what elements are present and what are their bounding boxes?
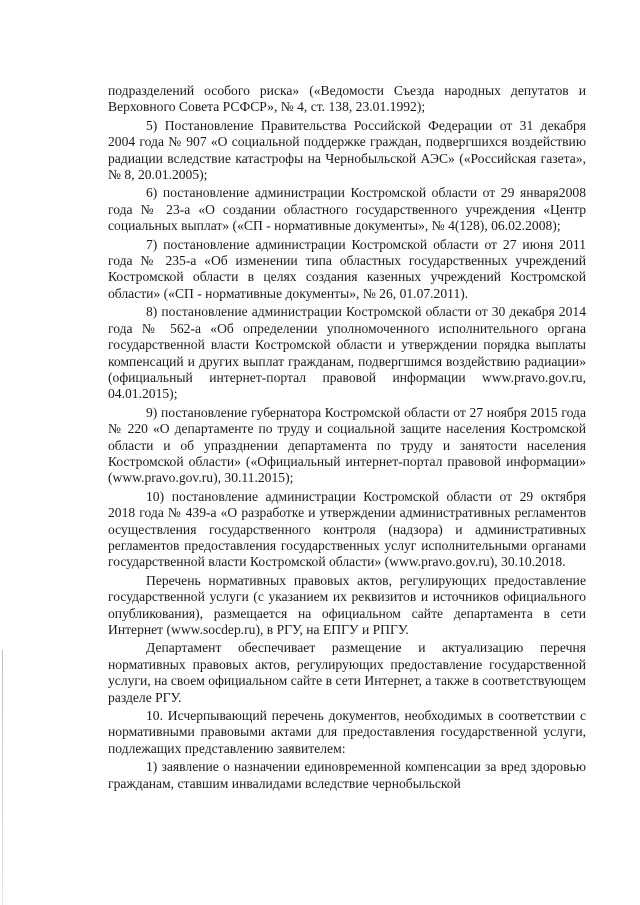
- paragraph-item-8: 8) постановление администрации Костромской области от 30 декабря 2014 года № 562-а «Об определении уполномоченного исполнительного органа государственной власти Костромской области и утверждении порядка выплаты компенсаций и других выплат гражданам, подвергшимся воздействию радиации» (официальный интернет-портал правовой информации www.pravo.gov.ru, 04.01.2015);: [108, 304, 586, 402]
- paragraph-item-5: 5) Постановление Правительства Российской Федерации от 31 декабря 2004 года № 907 «О социальной поддержке граждан, подвергшихся воздействию радиации вследствие катастрофы на Чернобыльской АЭС» («Российская газета», № 8, 20.01.2005);: [108, 117, 586, 183]
- paragraph-item-9: 9) постановление губернатора Костромской области от 27 ноября 2015 года № 220 «О департаменте по труду и социальной защите населения Костромской области и об упразднении департамента по труду и занятости населения Костромской области» («Официальный интернет-портал правовой информации» (www.pravo.gov.ru), 30.11.2015);: [108, 404, 586, 486]
- paragraph-continuation: подразделений особого риска» («Ведомости Съезда народных депутатов и Верховного Совета РСФСР», № 4, ст. 138, 23.01.1992);: [108, 83, 586, 115]
- paragraph-section-10: 10. Исчерпывающий перечень документов, необходимых в соответствии с нормативными правовыми актами для предоставления государственной услуги, подлежащих представлению заявителем:: [108, 708, 586, 756]
- paragraph-item-10: 10) постановление администрации Костромской области от 29 октября 2018 года № 439-а «О разработке и утверждении административных регламентов осуществления государственного контроля (надзора) и административных регламентов предоставления государственных услуг исполнительными органами государственной власти Костромской области» (www.pravo.gov.ru), 30.10.2018.: [108, 488, 586, 570]
- paragraph-item-6: 6) постановление администрации Костромской области от 29 января2008 года № 23-а «О создании областного государственного учреждения «Центр социальных выплат» («СП - нормативные документы», № 4(128), 06.02.2008);: [108, 185, 586, 234]
- paragraph-actualization: Департамент обеспечивает размещение и актуализацию перечня нормативных правовых актов, регулирующих предоставление государственной услуги, на своем официальном сайте в сети Интернет, а также в соответствующем разделе РГУ.: [108, 640, 586, 705]
- paragraph-list-location: Перечень нормативных правовых актов, регулирующих предоставление государственной услуги (с указанием их реквизитов и источников официального опубликования), размещается на официальном сайте департамента в сети Интернет (www.socdep.ru), в РГУ, на ЕПГУ и РПГУ.: [108, 572, 586, 637]
- scan-edge-mark: [2, 650, 3, 905]
- document-page: [108, 83, 586, 792]
- paragraph-document-1: 1) заявление о назначении единовременной компенсации за вред здоровью гражданам, ставшим инвалидами вследствие чернобыльской: [108, 759, 586, 791]
- paragraph-item-7: 7) постановление администрации Костромской области от 27 июня 2011 года № 235-а «Об изменении типа областных государственных учреждений Костромской области в целях создания казенных учреждений Костромской области» («СП - нормативные документы», № 26, 01.07.2011).: [108, 236, 586, 301]
